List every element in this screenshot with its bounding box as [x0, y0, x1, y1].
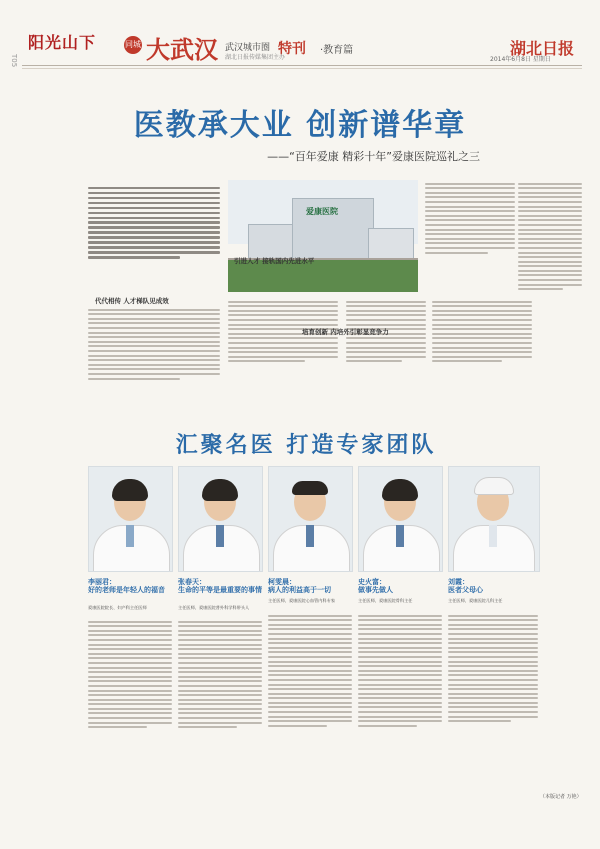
- masthead-slogan: 阳光山下: [28, 33, 97, 52]
- expert-name-2: 张春天：: [178, 578, 206, 586]
- expert-bio-4: [358, 612, 442, 729]
- page-headline: 医教承大业 创新谱华章: [133, 108, 467, 143]
- hospital-photo: [228, 180, 418, 292]
- masthead-badge: 同城: [124, 36, 142, 54]
- article-column-5: [432, 298, 532, 365]
- article-column-4: [425, 180, 515, 256]
- expert-title-1: 爱康医院院长、妇产科主任医师: [88, 605, 147, 610]
- section-heading-2: 引进人才 接轨国内先进水平: [234, 257, 315, 265]
- hospital-sign: 爱康医院: [306, 207, 338, 216]
- expert-photo-5: [448, 466, 540, 572]
- masthead-subline: 湖北日报传媒集团主办: [225, 54, 286, 61]
- expert-name-4: 史火富：: [358, 578, 386, 586]
- expert-name-1: 李丽君：: [88, 578, 116, 586]
- experts-section-title: 汇聚名医 打造专家团队: [175, 432, 437, 458]
- expert-photo-3: [268, 466, 353, 572]
- side-page-tab: T05: [10, 54, 18, 68]
- masthead-special: 特刊: [278, 41, 306, 57]
- expert-bio-1: [88, 618, 172, 731]
- expert-bio-2: [178, 618, 262, 731]
- masthead-rule-thin: [22, 68, 582, 69]
- masthead-city-sub: 武汉城市圈: [225, 43, 271, 53]
- expert-motto-4: 做事先做人: [358, 586, 393, 594]
- expert-title-2: 主任医师、爱康医院普外科学科带头人: [178, 605, 250, 610]
- page-subhead: ——“百年爱康 精彩十年”爱康医院巡礼之三: [267, 150, 480, 163]
- masthead: [0, 0, 600, 80]
- expert-motto-5: 医者父母心: [448, 586, 483, 594]
- expert-motto-3: 病人的利益高于一切: [268, 586, 331, 594]
- expert-bio-3: [268, 612, 352, 729]
- section-heading-3: 培育创新 内培外引彰显竞争力: [302, 328, 389, 336]
- expert-title-5: 主任医师、爱康医院儿科主任: [448, 598, 503, 603]
- expert-bio-5: [448, 612, 538, 725]
- expert-motto-2: 生命的平等是最重要的事情: [178, 586, 262, 594]
- byline-note: （本版记者 万艳）: [540, 794, 582, 800]
- lead-paragraph: [88, 184, 220, 261]
- expert-name-5: 刘霞：: [448, 578, 469, 586]
- section-heading-1: 代代相传 人才梯队见成效: [95, 297, 169, 305]
- expert-photo-4: [358, 466, 443, 572]
- expert-title-3: 主任医师、爱康医院心血管内科专家: [268, 598, 336, 603]
- paper-name-logo: 湖北日报: [510, 39, 575, 58]
- expert-motto-1: 好的老师是年轻人的福音: [88, 586, 165, 594]
- issue-date: 2014年6月8日 星期日: [490, 56, 551, 63]
- expert-photo-2: [178, 466, 263, 572]
- article-column-1: [88, 306, 220, 382]
- expert-name-3: 柯雯晨：: [268, 578, 296, 586]
- masthead-rule: [22, 65, 582, 66]
- masthead-city: 大武汉: [146, 35, 218, 64]
- expert-title-4: 主任医师、爱康医院骨科主任: [358, 598, 413, 603]
- article-column-6: [518, 180, 582, 293]
- masthead-section: ·教育篇: [320, 45, 354, 56]
- expert-photo-1: [88, 466, 173, 572]
